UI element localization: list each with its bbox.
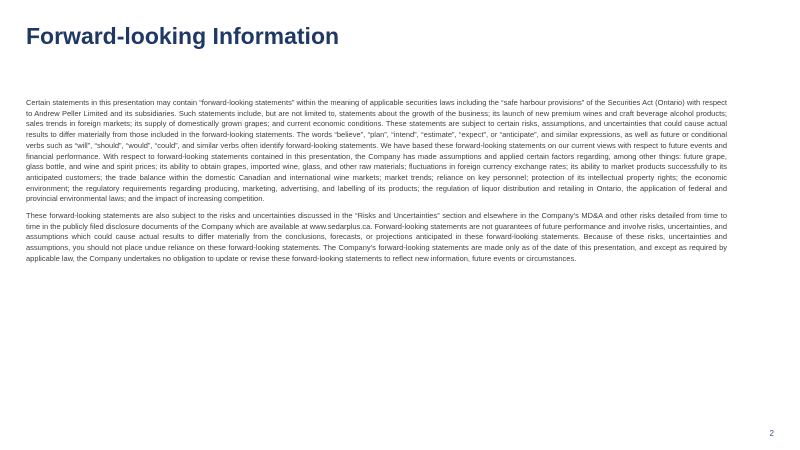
- paragraph-risks: These forward-looking statements are also subject to the risks and uncertainties discussed in the “Risks and Uncertainties” section and elsewhere in the Company’s MD&A and other risks detailed from time to time in the publicly filed disclosure documents of the Company which are available at www.sedarplus.ca. Forward-looking statements are not guarantees of future performance and involve risks, uncertainties, and assumptions which could cause actual results to differ materially from the conclusions, forecasts, or projections anticipated in these forward-looking statements. Because of these risks, uncertainties and assumptions, you should not place undue reliance on these forward-looking statements. The Company’s forward-looking statements are made only as of the date of this presentation, and except as required by applicable law, the Company undertakes no obligation to update or revise these forward-looking statements to reflect new information, future events or circumstances.: [26, 211, 727, 263]
- page-number: 2: [769, 429, 774, 438]
- paragraph-safe-harbour: Certain statements in this presentation may contain “forward-looking statements” within the meaning of applicable securities laws including the “safe harbour provisions” of the Securities Act (Ontario) with respect to Andrew Peller Limited and its subsidiaries. Such statements include, but are not limited to, statements about the growth of the business; its launch of new premium wines and craft beverage alcohol products; sales trends in foreign markets; its supply of domestically grown grapes; and current economic conditions. These statements are subject to certain risks, assumptions, and uncertainties that could cause actual results to differ materially from those included in the forward-looking statements. The words “believe”, “plan”, “intend”, “estimate”, “expect”, or “anticipate”, and similar expressions, as well as future or conditional verbs such as “will”, “should”, “would”, “could”, and similar verbs often identify forward-looking statements. We have based these forward-looking statements on our current views with respect to future events and financial performance. With respect to forward-looking statements contained in this presentation, the Company has made assumptions and applied certain factors regarding, among other things: future grape, glass bottle, and wine and spirit prices; its ability to obtain grapes, imported wine, glass, and other raw materials; fluctuations in foreign currency exchange rates; its ability to market products successfully to its anticipated customers; the trade balance within the domestic Canadian and international wine markets; market trends; reliance on key personnel; protection of its intellectual property rights; the economic environment; the regulatory requirements regarding producing, marketing, advertising, and labelling of its products; the regulation of liquor distribution and retailing in Ontario, the application of federal and provincial environmental laws; and the impact of increasing competition.: [26, 98, 727, 204]
- slide-title: Forward-looking Information: [26, 23, 340, 49]
- slide-body: [26, 98, 727, 271]
